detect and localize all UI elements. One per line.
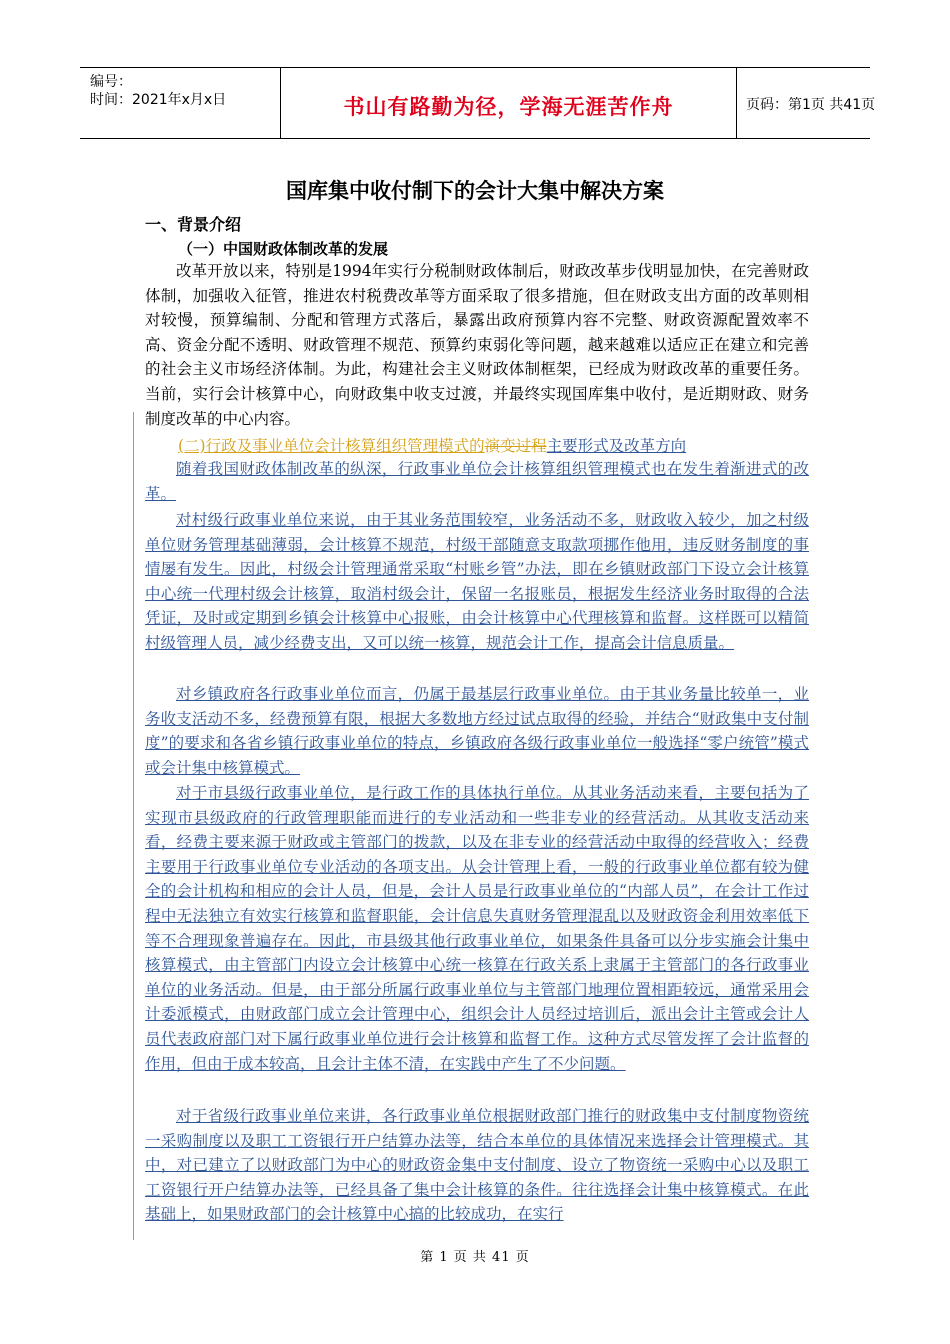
section-heading-background: 一、背景介绍 (145, 215, 242, 234)
revision-deleted-text: 演变过程 (484, 437, 547, 455)
revision-change-bar (133, 412, 134, 1240)
header-left-cell (80, 68, 280, 138)
paragraph-provincial-level: 对于省级行政事业单位来讲，各行政事业单位根据财政部门推行的财政集中支付制度物资统一采购制度以及职工工资银行开户结算办法等，结合本单位的具体情况来选择会计管理模式。其中，对已建立了以财政部门为中心的财政资金集中支付制度、设立了物资统一采购中心以及职工工资银行开户结算办法等，已经具备了集中会计核算的条件。往往选择会计集中核算模式。在此基础上，如果财政部门的会计核算中心搞的比较成功，在实行 (145, 1107, 809, 1224)
subsection-heading-reform: （一）中国财政体制改革的发展 (178, 240, 389, 258)
document-title: 国库集中收付制下的会计大集中解决方案 (286, 179, 664, 203)
paragraph-township-level: 对乡镇政府各行政事业单位而言，仍属于最基层行政事业单位。由于其业务量比较单一，业务收支活动不多，经费预算有限，根据大多数地方经过试点取得的经验，并结合“财政集中支付制度”的要求和各省乡镇行政事业单位的特点，乡镇政府各级行政事业单位一般选择“零户统管”模式或会计集中核算模式。 (145, 685, 809, 777)
paragraph-reform-overview: 改革开放以来，特别是1994年实行分税制财政体制后，财政改革步伐明显加快，在完善财政体制，加强收入征管，推进农村税费改革等方面采取了很多措施，但在财政支出方面的改革则相对较慢，预算编制、分配和管理方式落后，暴露出政府预算内容不完整、财政资源配置效率不高、资金分配不透明、财政管理不规范、预算约束弱化等问题，越来越难以适应正在建立和完善的社会主义市场经济体制。为此，构建社会主义财政体制框架，已经成为财政改革的重要任务。当前，实行会计核算中心，向财政集中收支过渡，并最终实现国库集中收付，是近期财政、财务制度改革的中心内容。 (145, 262, 809, 428)
document-time-label: 时间：2021年x月x日 (90, 92, 227, 108)
page-footer: 第 1 页 共 41 页 (420, 1250, 530, 1265)
subsection-heading-models (178, 434, 686, 458)
document-number-label: 编号： (90, 74, 132, 90)
paragraph-gradual-reform: 随着我国财政体制改革的纵深，行政事业单位会计核算组织管理模式也在发生着渐进式的改革。 (145, 460, 809, 503)
paragraph-village-level: 对村级行政事业单位来说，由于其业务范围较窄，业务活动不多，财政收入较少，加之村级单位财务管理基础薄弱，会计核算不规范，村级干部随意支取款项挪作他用，违反财务制度的事情屡有发生。因此，村级会计管理通常采取“村账乡管”办法，即在乡镇财政部门下设立会计核算中心统一代理村级会计核算，取消村级会计，保留一名报账员，根据发生经济业务时取得的合法凭证，及时或定期到乡镇会计核算中心报账，由会计核算中心代理核算和监督。这样既可以精简村级管理人员，减少经费支出，又可以统一核算，规范会计工作，提高会计信息质量。 (145, 511, 809, 652)
header-page-code: 页码：第1页 共41页 (746, 97, 876, 113)
revision-inserted-text: (二)行政及事业单位会计核算组织管理模式的 (178, 437, 485, 455)
header-motto-cell (280, 68, 737, 138)
header-motto: 书山有路勤为径，学海无涯苦作舟 (343, 95, 674, 119)
revision-heading-tail: 主要形式及改革方向 (546, 437, 687, 455)
page-header (80, 67, 876, 139)
paragraph-city-county-level: 对于市县级行政事业单位，是行政工作的具体执行单位。从其业务活动来看，主要包括为了实现市县级政府的行政管理职能而进行的专业活动和一些非专业的经营活动。从其收支活动来看，经费主要来源于财政或主管部门的拨款，以及在非专业的经营活动中取得的经营收入；经费主要用于行政事业单位专业活动的各项支出。从会计管理上看，一般的行政事业单位都有较为健全的会计机构和相应的会计人员，但是，会计人员是行政事业单位的“内部人员”，在会计工作过程中无法独立有效实行核算和监督职能，会计信息失真财务管理混乱以及财政资金利用效率低下等不合理现象普遍存在。因此，市县级其他行政事业单位，如果条件具备可以分步实施会计集中核算模式，由主管部门内设立会计核算中心统一核算在行政关系上隶属于主管部门的各行政事业单位的业务活动。但是，由于部分所属行政事业单位与主管部门地理位置相距较远，通常采用会计委派模式，由财政部门成立会计管理中心，组织会计人员经过培训后，派出会计主管或会计人员代表政府部门对下属行政事业单位进行会计核算和监督工作。这种方式尽管发挥了会计监督的作用，但由于成本较高，且会计主体不清，在实践中产生了不少问题。 (145, 784, 809, 1073)
header-page-cell (736, 68, 876, 138)
